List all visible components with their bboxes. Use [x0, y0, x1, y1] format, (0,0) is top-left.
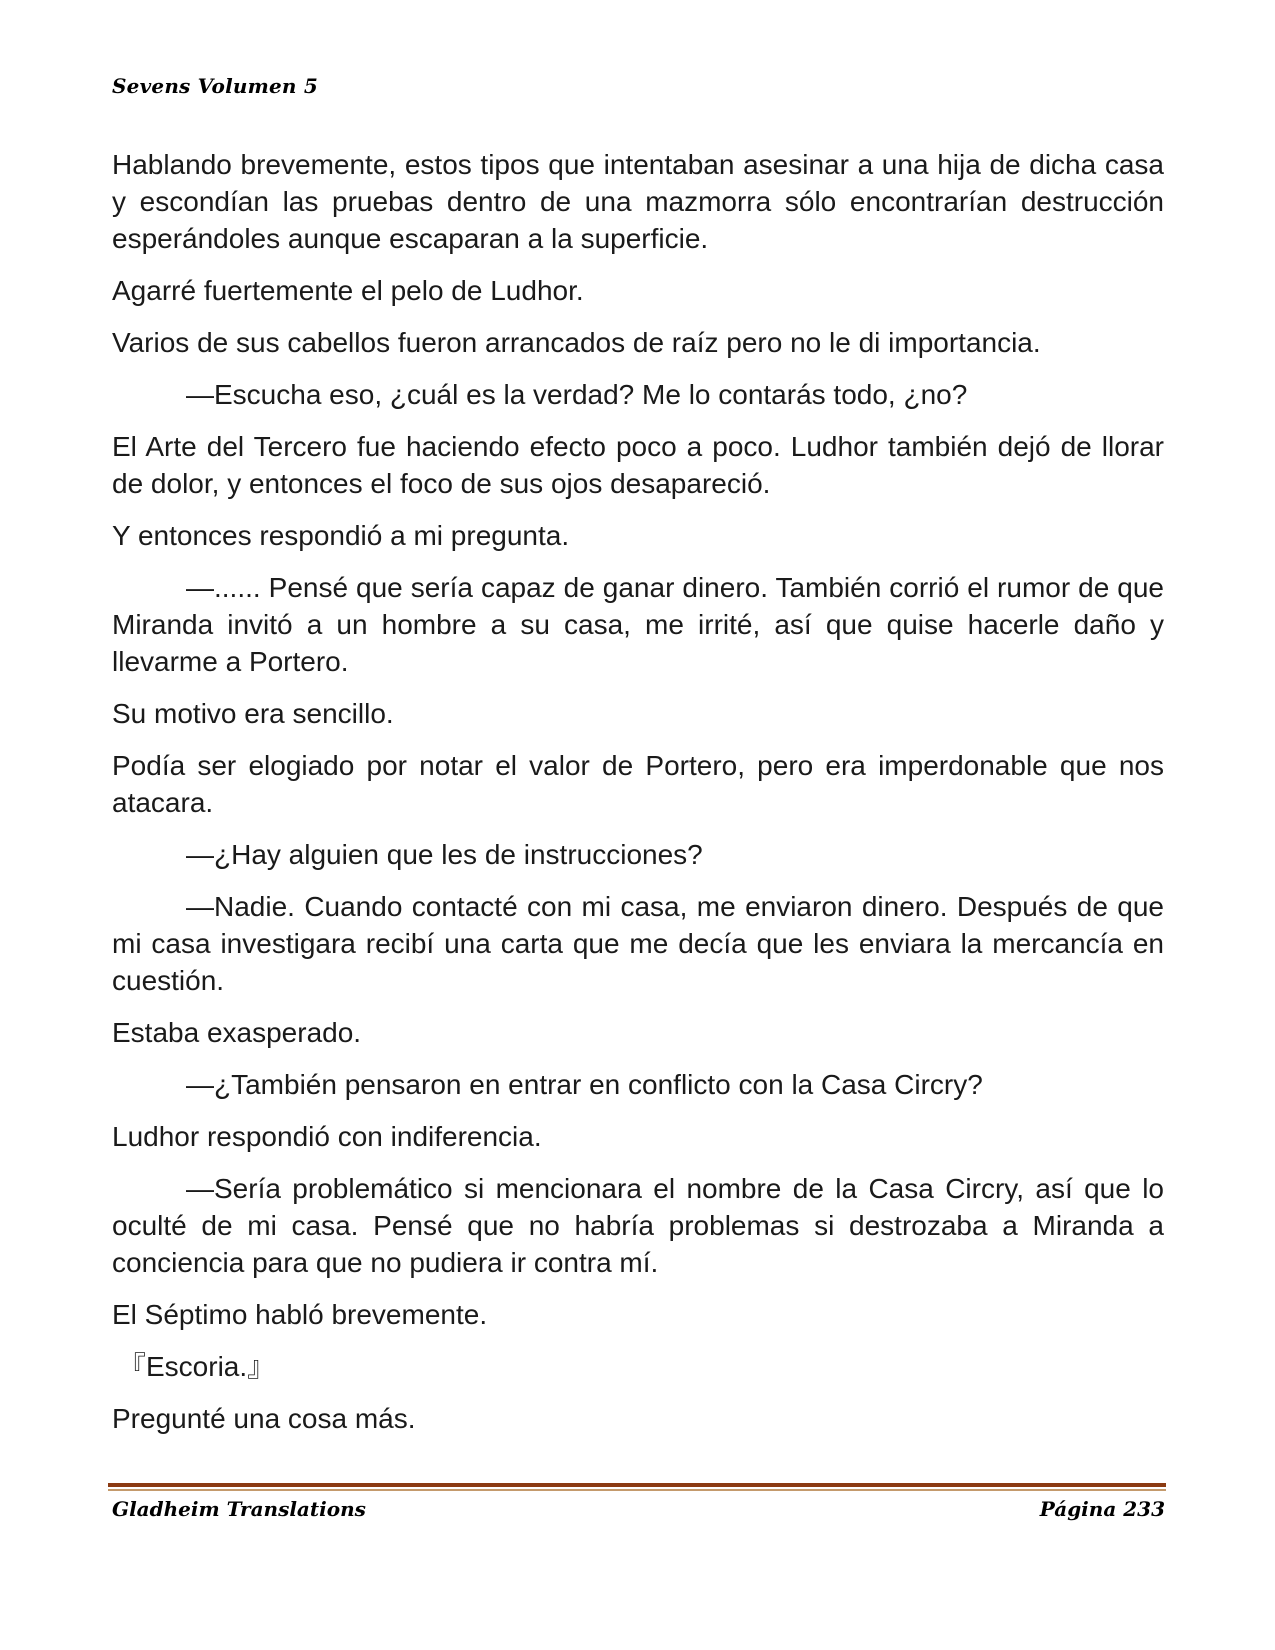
dialogue-paragraph: —¿Hay alguien que les de instrucciones?	[186, 839, 703, 870]
footer-divider	[108, 1483, 1166, 1491]
paragraph: Podía ser elogiado por notar el valor de Portero, pero era imperdonable que nos atacara.	[112, 750, 1164, 818]
dialogue-paragraph: —...... Pensé que sería capaz de ganar dinero. También corrió el rumor de que Miranda invitó a un hombre a su casa, me irrité, así que quise hacerle daño y llevarme a Portero.	[112, 572, 1164, 677]
dialogue-paragraph: —¿También pensaron en entrar en conflicto con la Casa Circry?	[186, 1069, 983, 1100]
paragraph: El Arte del Tercero fue haciendo efecto poco a poco. Ludhor también dejó de llorar de dolor, y entonces el foco de sus ojos desapareció.	[112, 431, 1164, 499]
paragraph: Su motivo era sencillo.	[112, 698, 394, 729]
footer-publisher: Gladheim Translations	[112, 1497, 366, 1521]
dialogue-paragraph: —Nadie. Cuando contacté con mi casa, me enviaron dinero. Después de que mi casa investigara recibí una carta que me decía que les enviara la mercancía en cuestión.	[112, 891, 1164, 996]
paragraph: Pregunté una cosa más.	[112, 1403, 416, 1434]
paragraph: Agarré fuertemente el pelo de Ludhor.	[112, 275, 584, 306]
paragraph: Varios de sus cabellos fueron arrancados de raíz pero no le di importancia.	[112, 327, 1041, 358]
paragraph: Estaba exasperado.	[112, 1017, 362, 1048]
header-title: Sevens Volumen 5	[112, 74, 318, 98]
body-text	[112, 146, 1164, 1452]
footer-divider-top	[108, 1483, 1166, 1487]
page-number: Página 233	[1039, 1497, 1165, 1521]
quote-paragraph: 『Escoria.』	[118, 1351, 276, 1382]
paragraph: Ludhor respondió con indiferencia.	[112, 1121, 542, 1152]
footer-divider-bottom	[108, 1489, 1166, 1491]
paragraph: Hablando brevemente, estos tipos que intentaban asesinar a una hija de dicha casa y escondían las pruebas dentro de una mazmorra sólo encontrarían destrucción esperándoles aunque escaparan a la superficie.	[112, 149, 1164, 254]
paragraph: Y entonces respondió a mi pregunta.	[112, 520, 570, 551]
paragraph: El Séptimo habló brevemente.	[112, 1299, 488, 1330]
dialogue-paragraph: —Escucha eso, ¿cuál es la verdad? Me lo contarás todo, ¿no?	[186, 379, 968, 410]
dialogue-paragraph: —Sería problemático si mencionara el nombre de la Casa Circry, así que lo oculté de mi casa. Pensé que no habría problemas si destrozaba a Miranda a conciencia para que no pudiera ir contra mí.	[112, 1173, 1164, 1278]
